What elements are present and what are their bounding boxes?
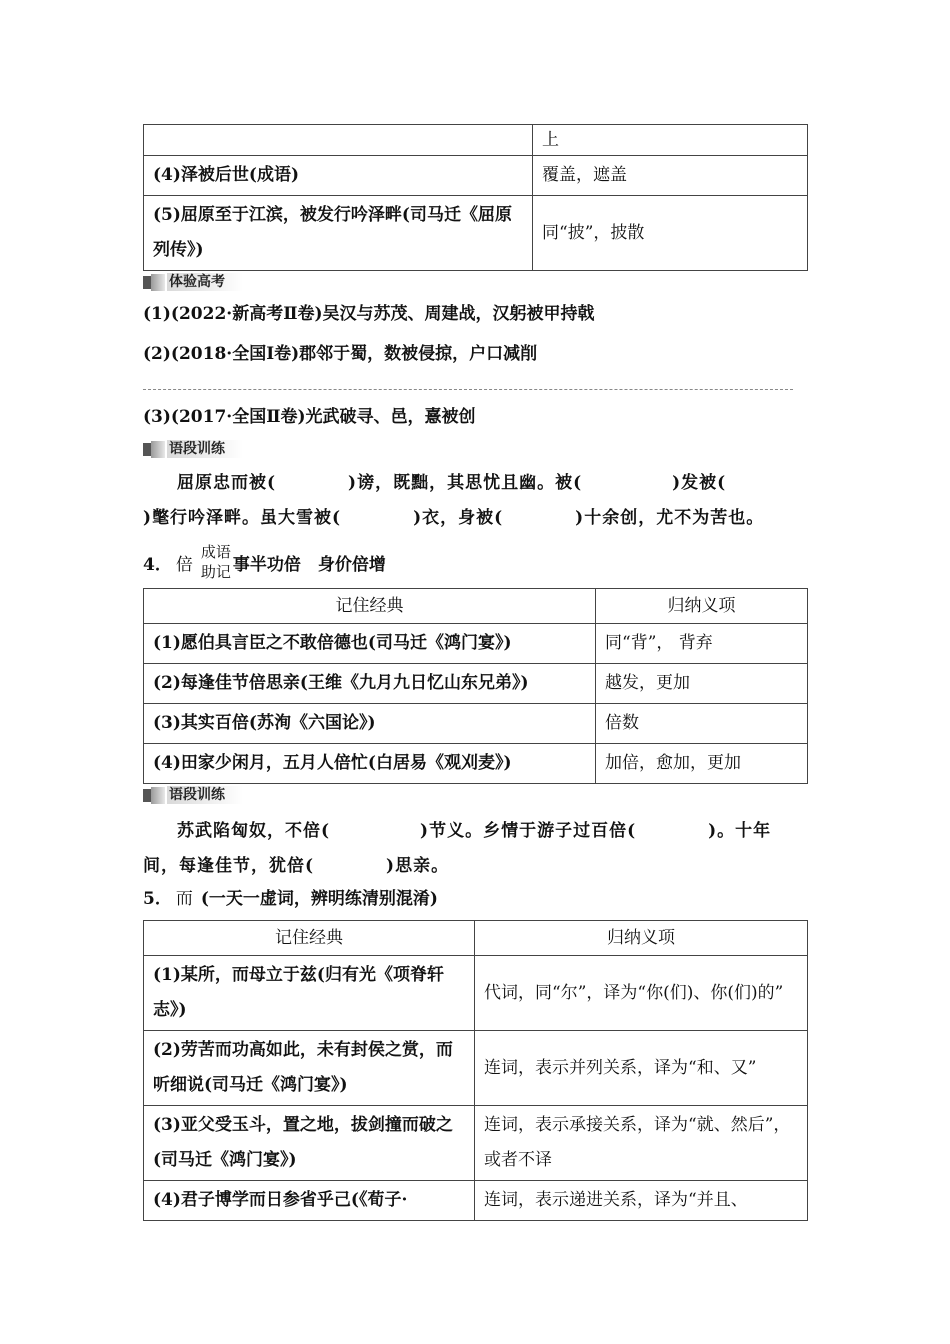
exercise-line: 屈原忠而被( )谤，既黜，其思忧且幽。被( )发被( bbox=[177, 473, 727, 493]
entry-char: 而 bbox=[175, 889, 193, 909]
table-cell-meaning: 上 bbox=[533, 125, 808, 156]
table-row bbox=[144, 125, 808, 156]
table-cell-source bbox=[144, 125, 533, 156]
table-cell-meaning: 越发，更加 bbox=[596, 664, 808, 704]
bei-definition-table-continued bbox=[143, 124, 808, 271]
table-cell-source: (1)愿伯具言臣之不敢倍德也(司马迁《鸿门宴》) bbox=[144, 624, 596, 664]
table-cell-meaning: 同“背”， 背弃 bbox=[596, 624, 808, 664]
mnemonic-line: 成语 bbox=[200, 543, 231, 561]
table-header: 归纳义项 bbox=[475, 921, 808, 956]
table-row bbox=[144, 744, 808, 784]
table-header: 归纳义项 bbox=[596, 589, 808, 624]
table-cell-source: (4)田家少闲月，五月人倍忙(白居易《观刈麦》) bbox=[144, 744, 596, 784]
table-header-row bbox=[144, 589, 808, 624]
table-cell-source: (5)屈原至于江滨，被发行吟泽畔(司马迁《屈原列传》) bbox=[144, 196, 533, 271]
table-row bbox=[144, 1181, 808, 1221]
section-square-icon bbox=[143, 441, 165, 458]
page-content bbox=[143, 124, 807, 1221]
entry-note: (一天一虚词，辨明练清别混淆) bbox=[200, 889, 438, 909]
table-header: 记住经典 bbox=[144, 921, 475, 956]
section-square-icon bbox=[143, 274, 165, 291]
table-row bbox=[144, 156, 808, 196]
table-cell-meaning: 代词，同“尔”，译为“你(们)、你(们)的” bbox=[475, 956, 808, 1031]
divider bbox=[143, 389, 793, 390]
section-tag-label: 语段训练 bbox=[167, 440, 243, 458]
table-header: 记住经典 bbox=[144, 589, 596, 624]
table-cell-meaning: 连词，表示承接关系，译为“就、然后”，或者不译 bbox=[475, 1106, 808, 1181]
exam-item: (3)(2017·全国Ⅱ卷)光武破寻、邑，憙被创 bbox=[143, 407, 476, 427]
table-cell-source: (4)君子博学而日参省乎己(《荀子· bbox=[144, 1181, 475, 1221]
section-tag-tiyan bbox=[143, 271, 807, 293]
table-row bbox=[144, 1106, 808, 1181]
mnemonic-line: 助记 bbox=[200, 563, 231, 581]
table-row bbox=[144, 664, 808, 704]
table-cell-source: (2)每逢佳节倍思亲(王维《九月九日忆山东兄弟》) bbox=[144, 664, 596, 704]
mnemonic-label bbox=[201, 542, 231, 582]
section-tag-yuduan bbox=[143, 438, 807, 460]
table-cell-meaning: 同“披”，披散 bbox=[533, 196, 808, 271]
exam-item: (2)(2018·全国Ⅰ卷)郡邻于蜀，数被侵掠，户口减削 bbox=[143, 344, 538, 364]
entry-number: 4． bbox=[143, 554, 172, 575]
table-cell-source: (1)某所，而母立于兹(归有光《项脊轩志》) bbox=[144, 956, 475, 1031]
section-tag-yuduan bbox=[143, 784, 807, 806]
table-cell-source: (2)劳苦而功高如此，未有封侯之赏，而听细说(司马迁《鸿门宴》) bbox=[144, 1031, 475, 1106]
table-row bbox=[144, 956, 808, 1031]
table-cell-source: (4)泽被后世(成语) bbox=[144, 156, 533, 196]
table-row bbox=[144, 1031, 808, 1106]
er-definition-table bbox=[143, 920, 808, 1221]
table-cell-source: (3)亚父受玉斗，置之地，拔剑撞而破之(司马迁《鸿门宴》) bbox=[144, 1106, 475, 1181]
entry-char: 倍 bbox=[175, 554, 193, 575]
table-cell-meaning: 加倍，愈加，更加 bbox=[596, 744, 808, 784]
table-row bbox=[144, 704, 808, 744]
entry-idioms: 事半功倍 身价倍增 bbox=[232, 554, 386, 575]
table-row bbox=[144, 624, 808, 664]
table-row bbox=[144, 196, 808, 271]
bei4-definition-table bbox=[143, 588, 808, 784]
exam-item: (1)(2022·新高考Ⅱ卷)吴汉与苏茂、周建战，汉躬被甲持戟 bbox=[143, 304, 595, 324]
exercise-line: 苏武陷匈奴，不倍( )节义。乡情于游子过百倍( )。十年 bbox=[177, 821, 772, 841]
table-cell-meaning: 连词，表示并列关系，译为“和、又” bbox=[475, 1031, 808, 1106]
exercise-line: 间，每逢佳节，犹倍( )思亲。 bbox=[143, 856, 450, 876]
table-cell-meaning: 倍数 bbox=[596, 704, 808, 744]
entry-heading-5 bbox=[143, 884, 807, 914]
section-square-icon bbox=[143, 787, 165, 804]
table-cell-meaning: 连词，表示递进关系，译为“并且、 bbox=[475, 1181, 808, 1221]
table-cell-source: (3)其实百倍(苏洵《六国论》) bbox=[144, 704, 596, 744]
exercise-line: )氅行吟泽畔。虽大雪被( )衣，身被( )十余创，尤不为苦也。 bbox=[143, 508, 765, 528]
section-tag-label: 体验高考 bbox=[167, 273, 243, 291]
table-header-row bbox=[144, 921, 808, 956]
table-cell-meaning: 覆盖，遮盖 bbox=[533, 156, 808, 196]
section-tag-label: 语段训练 bbox=[167, 786, 243, 804]
entry-heading-4 bbox=[143, 542, 807, 582]
entry-number: 5． bbox=[143, 889, 172, 909]
